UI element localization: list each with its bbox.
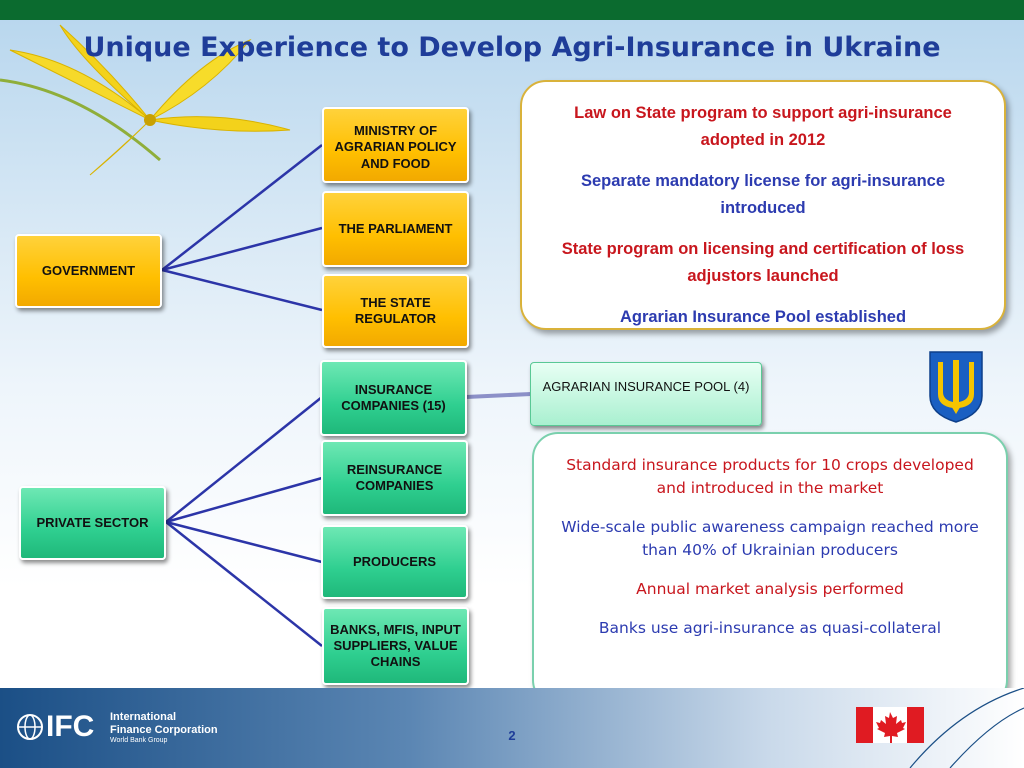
- ifc-globe-icon: [16, 713, 44, 741]
- achievement-license: Separate mandatory license for agri-insurance introduced: [580, 172, 946, 217]
- ukraine-coat-of-arms-icon: [928, 350, 984, 424]
- achievement-law: Law on State program to support agri-insurance adopted in 2012: [574, 104, 952, 149]
- achievement-loss-adjustors: State program on licensing and certification of loss adjustors launched: [561, 240, 965, 285]
- ifc-org-line1: International: [110, 711, 177, 723]
- reinsurance-companies-node: REINSURANCE COMPANIES: [321, 440, 468, 516]
- slide-title: Unique Experience to Develop Agri-Insurance in Ukraine: [83, 32, 941, 63]
- market-achievements-callout: [532, 432, 1008, 706]
- insurance-companies-node: INSURANCE COMPANIES (15): [320, 360, 467, 436]
- achievement-products: Standard insurance products for 10 crops developed and introduced in the market: [566, 456, 974, 497]
- government-node: GOVERNMENT: [15, 234, 162, 308]
- parliament-node: THE PARLIAMENT: [322, 191, 469, 267]
- government-achievements-callout: [520, 80, 1006, 330]
- state-regulator-node: THE STATE REGULATOR: [322, 274, 469, 348]
- canada-flag-icon: [856, 707, 924, 743]
- page-number: 2: [508, 728, 516, 743]
- achievement-pool: Agrarian Insurance Pool established: [619, 308, 907, 326]
- achievement-awareness: Wide-scale public awareness campaign reached more than 40% of Ukrainian producers: [561, 518, 979, 559]
- achievement-collateral: Banks use agri-insurance as quasi-collateral: [598, 619, 942, 637]
- banks-node: BANKS, MFIS, INPUT SUPPLIERS, VALUE CHAINS: [322, 607, 469, 685]
- ifc-logo-text: IFC: [46, 710, 95, 743]
- agrarian-pool-node: AGRARIAN INSURANCE POOL (4): [530, 362, 762, 426]
- ifc-org-line2: Finance Corporation: [110, 724, 218, 736]
- ministry-node: MINISTRY OF AGRARIAN POLICY AND FOOD: [322, 107, 469, 183]
- ifc-org-name: [110, 711, 218, 737]
- ifc-org-sub: World Bank Group: [110, 737, 168, 744]
- achievement-market-analysis: Annual market analysis performed: [636, 580, 904, 598]
- producers-node: PRODUCERS: [321, 525, 468, 599]
- private-sector-node: PRIVATE SECTOR: [19, 486, 166, 560]
